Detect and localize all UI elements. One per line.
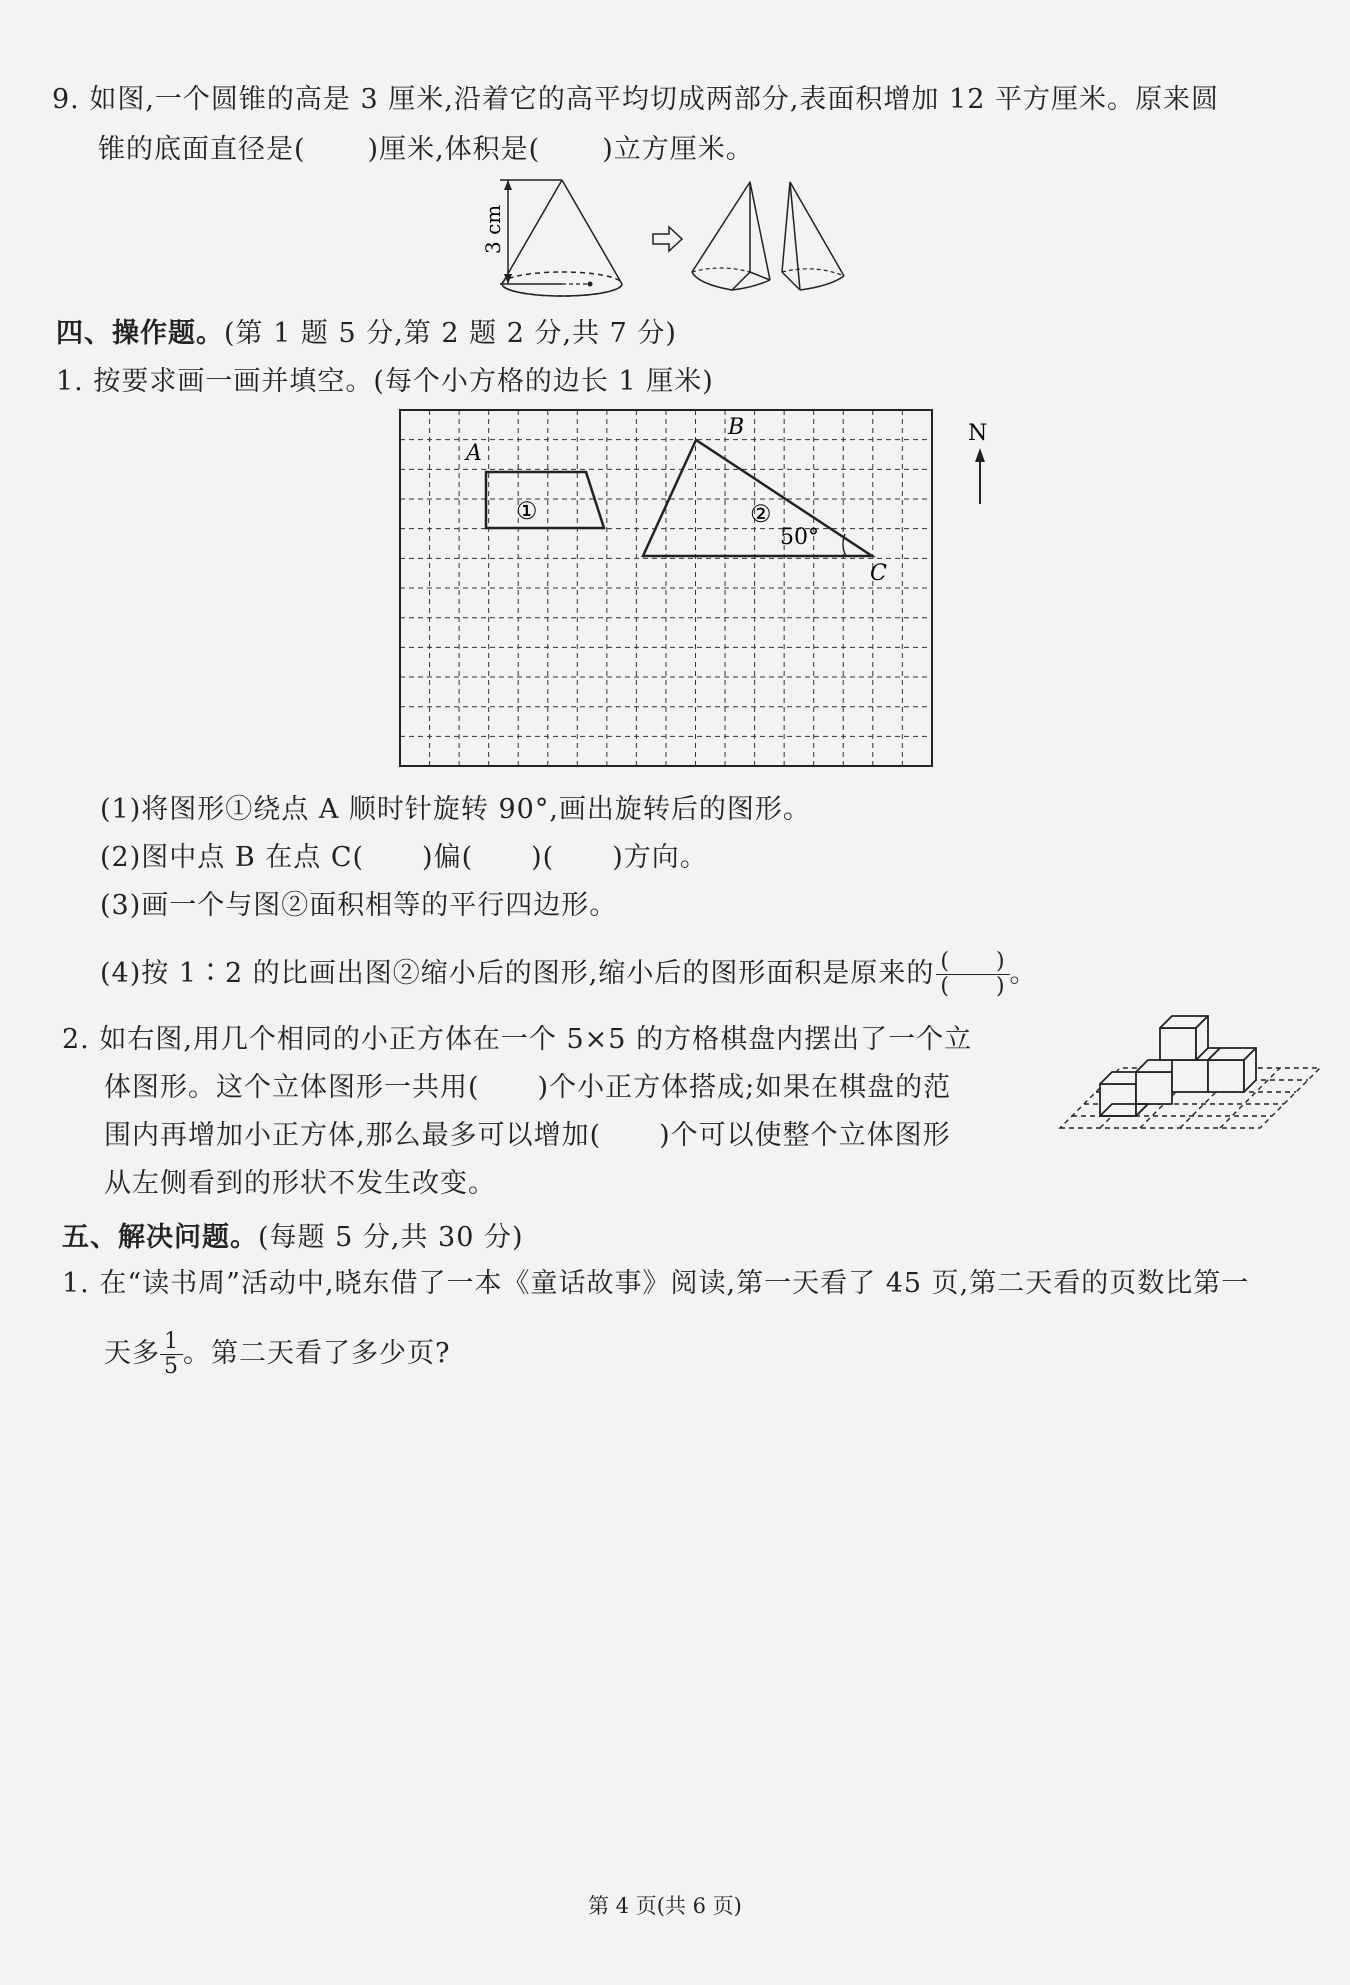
op2-line3 <box>104 1116 951 1156</box>
op1-item2-c: )( <box>531 842 555 873</box>
q9-text-c: )立方厘米。 <box>602 134 754 165</box>
section4-score: (第 1 题 5 分,第 2 题 2 分,共 7 分) <box>224 318 677 349</box>
op2-line3-a: 围内再增加小正方体,那么最多可以增加( <box>104 1120 602 1151</box>
op1-item4-end: 。 <box>1009 958 1038 989</box>
section5-score: (每题 5 分,共 30 分) <box>258 1222 524 1253</box>
op2-line2-b: )个小正方体搭成;如果在棋盘的范 <box>537 1072 952 1103</box>
point-a-label: A <box>466 441 482 466</box>
angle-label: 50° <box>780 525 819 550</box>
op1-item4 <box>100 950 1038 999</box>
op1-item1: (1)将图形①绕点 A 顺时针旋转 90°,画出旋转后的图形。 <box>100 794 811 825</box>
grid-figure <box>398 408 938 770</box>
op1-item4-text: (4)按 1∶2 的比画出图②缩小后的图形,缩小后的图形面积是原来的 <box>100 958 935 989</box>
op2-line2 <box>104 1068 951 1108</box>
svg-text:N: N <box>968 421 988 446</box>
section4-title: 四、操作题。 <box>56 318 224 349</box>
op2-line3-b: )个可以使整个立体图形 <box>659 1120 951 1151</box>
prob1-line1: 1. 在“读书周”活动中,晓东借了一本《童话故事》阅读,第一天看了 45 页,第二天看的页数比第一 <box>62 1268 1250 1299</box>
point-b-label: B <box>728 415 745 440</box>
cone-figure <box>470 172 890 302</box>
q9-text-a: 锥的底面直径是( <box>98 134 306 165</box>
prob1-line2 <box>104 1330 450 1379</box>
prob1-fraction <box>160 1330 183 1379</box>
prob1-line2-b: 。第二天看了多少页? <box>183 1338 451 1369</box>
op2-line2-a: 体图形。这个立体图形一共用( <box>104 1072 480 1103</box>
figure-2-label: ② <box>750 500 772 528</box>
op1-prompt: 1. 按要求画一画并填空。(每个小方格的边长 1 厘米) <box>56 366 714 397</box>
fraction-numerator-blank[interactable]: ( ) <box>936 950 1009 975</box>
cube-board-figure <box>1050 1006 1330 1136</box>
figure-2-triangle <box>643 440 872 556</box>
op2-line1: 2. 如右图,用几个相同的小正方体在一个 5×5 的方格棋盘内摆出了一个立 <box>62 1024 973 1055</box>
section5-title: 五、解决问题。 <box>62 1222 258 1253</box>
fraction-denominator-blank[interactable]: ( ) <box>940 974 1006 999</box>
section4-heading <box>56 314 677 354</box>
point-c-label: C <box>870 561 887 586</box>
cone-height-label: 3 cm <box>481 204 505 254</box>
north-arrow-icon <box>960 418 1000 508</box>
op1-item2 <box>100 838 708 878</box>
op2-line4: 从左侧看到的形状不发生改变。 <box>104 1168 496 1199</box>
prob1-fraction-denominator: 5 <box>164 1354 179 1379</box>
op1-item3: (3)画一个与图②面积相等的平行四边形。 <box>100 890 618 921</box>
figure-1-label: ① <box>516 497 538 525</box>
q9-line2 <box>98 130 754 170</box>
op1-item2-d: )方向。 <box>612 842 708 873</box>
prob1-line2-a: 天多 <box>104 1338 160 1369</box>
section5-heading <box>62 1218 524 1258</box>
figure-1-trapezoid <box>486 472 604 528</box>
prob1-fraction-numerator: 1 <box>160 1330 183 1355</box>
op1-item2-b: )偏( <box>422 842 474 873</box>
q9-line1: 9. 如图,一个圆锥的高是 3 厘米,沿着它的高平均切成两部分,表面积增加 12 平方厘米。原来圆 <box>52 84 1219 115</box>
op1-item4-fraction[interactable] <box>936 950 1009 999</box>
page-footer: 第 4 页(共 6 页) <box>588 1894 742 1918</box>
q9-text-b: )厘米,体积是( <box>367 134 541 165</box>
op1-item2-a: (2)图中点 B 在点 C( <box>100 842 365 873</box>
